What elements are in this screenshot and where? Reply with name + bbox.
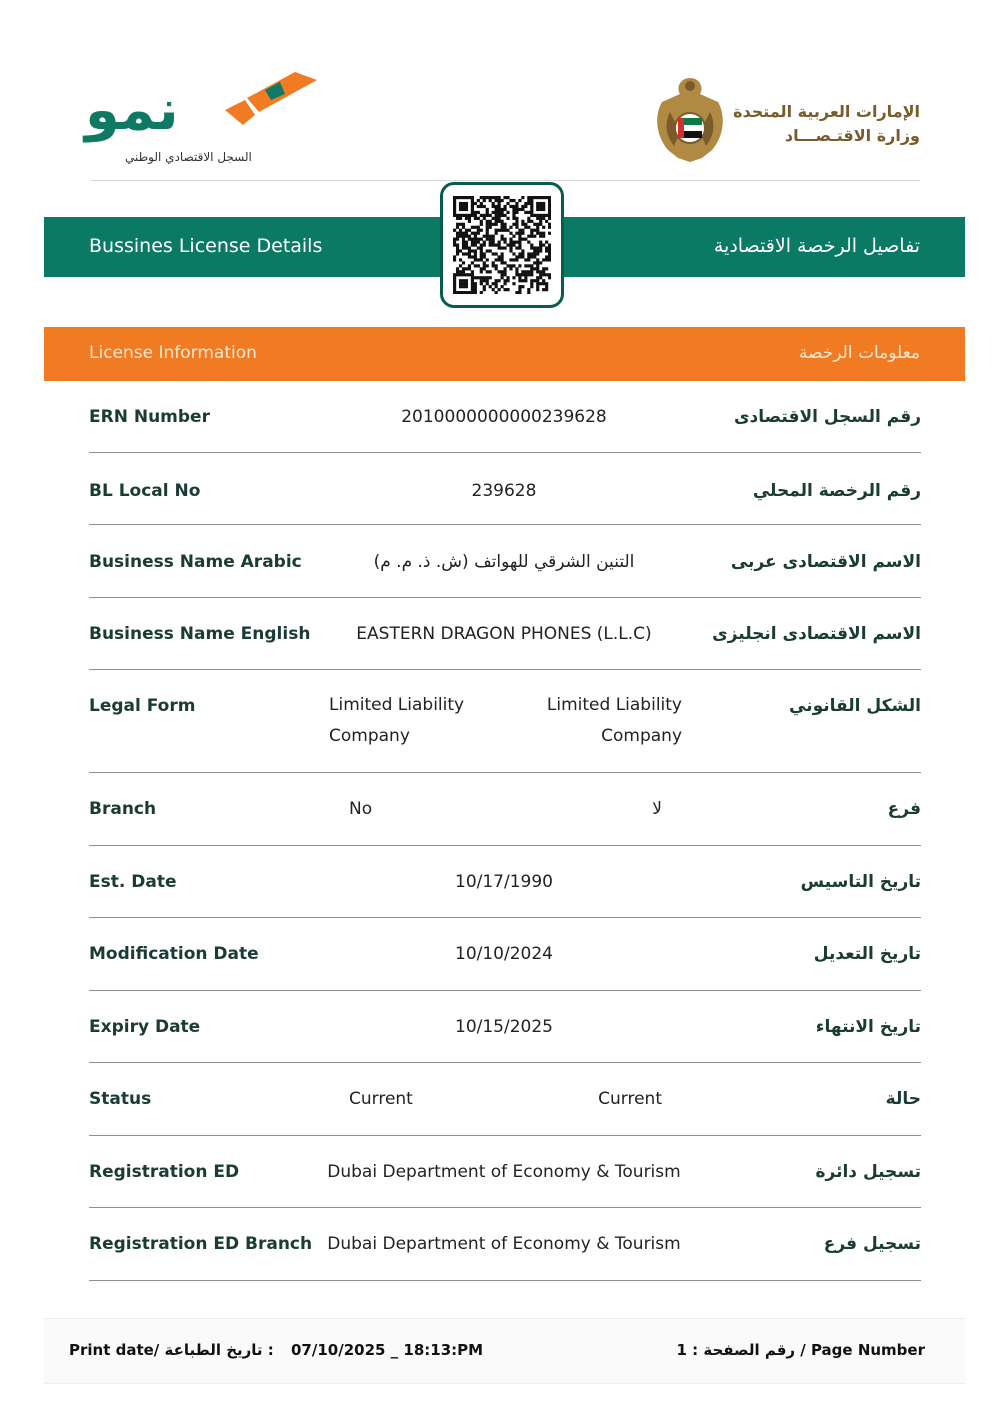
label-ar: تسجيل دائرة [815, 1162, 921, 1182]
page-number: 1 : رقم الصفحة / Page Number [676, 1341, 925, 1359]
value: EASTERN DRAGON PHONES (L.L.C) [356, 624, 652, 644]
section-title-ar: معلومات الرخصة [798, 343, 920, 363]
row-legal-form [89, 670, 921, 773]
qr-code-icon [453, 196, 551, 294]
banner-title-ar: تفاصيل الرخصة الاقتصادية [713, 235, 920, 257]
label-ar: تسجيل فرع [823, 1234, 921, 1254]
label-en: Status [89, 1089, 152, 1109]
value-en: Current [349, 1089, 413, 1109]
ministry-name: وزارة الاقتـصـــاد [784, 126, 920, 145]
row-branch [89, 773, 921, 846]
value: 10/17/1990 [455, 872, 553, 892]
label-ar: الشكل القانوني [789, 696, 921, 716]
header-divider [90, 180, 920, 181]
label-ar: الاسم الاقتصادى انجليزى [712, 624, 921, 644]
row-registration-ed [89, 1136, 921, 1208]
row-est-date [89, 846, 921, 918]
print-footer [44, 1318, 965, 1384]
label-en: BL Local No [89, 481, 201, 501]
label-ar: فرع [887, 799, 921, 819]
value-ar [547, 690, 682, 752]
print-date-value: 07/10/2025 _ 18:13:PM [291, 1341, 484, 1359]
label-en: ERN Number [89, 407, 210, 427]
value: 10/15/2025 [455, 1017, 553, 1037]
row-modification-date [89, 918, 921, 991]
row-ern-number [89, 381, 921, 453]
label-ar: تاريخ التعديل [813, 944, 921, 964]
value: التنين الشرقي للهواتف (ش. ذ. م. م) [373, 552, 635, 572]
nemo-logo-text: نمو [85, 78, 179, 143]
value-ar-line1: Limited Liability [546, 695, 682, 715]
nemo-logo [85, 70, 325, 170]
row-registration-ed-branch [89, 1208, 921, 1281]
label-en: Est. Date [89, 872, 177, 892]
label-en: Registration ED Branch [89, 1234, 313, 1254]
row-status [89, 1063, 921, 1136]
row-bl-local-no [89, 453, 921, 525]
label-ar: حالة [885, 1089, 921, 1109]
banner-title-en: Bussines License Details [89, 235, 323, 257]
label-en: Registration ED [89, 1162, 240, 1182]
value-ar: Current [598, 1089, 662, 1109]
label-ar: تاريخ الانتهاء [815, 1017, 921, 1037]
value-ar-line2: Company [601, 726, 682, 746]
value: Dubai Department of Economy & Tourism [327, 1234, 681, 1254]
license-information-header [44, 327, 965, 381]
qr-code [440, 182, 564, 308]
uae-country-name: الإمارات العربية المتحدة [733, 102, 920, 121]
value-en-line1: Limited Liability [329, 695, 465, 715]
section-title-en: License Information [89, 343, 257, 363]
uae-ministry-title [733, 100, 920, 148]
label-en: Legal Form [89, 696, 196, 716]
label-ar: الاسم الاقتصادى عربى [730, 552, 921, 572]
value: 10/10/2024 [455, 944, 553, 964]
value: 239628 [471, 481, 537, 501]
row-business-name-english [89, 598, 921, 670]
label-en: Expiry Date [89, 1017, 201, 1037]
label-ar: تاريخ التاسيس [800, 872, 921, 892]
row-expiry-date [89, 991, 921, 1063]
label-en: Modification Date [89, 944, 259, 964]
row-business-name-arabic [89, 525, 921, 598]
value-en: No [349, 799, 373, 819]
uae-falcon-emblem-icon [650, 72, 730, 164]
nemo-subtitle: السجل الاقتصادي الوطني [125, 150, 252, 164]
nemo-check-icon [225, 70, 325, 130]
label-ar: رقم السجل الاقتصادى [733, 407, 921, 427]
value-ar: لا [652, 799, 662, 819]
label-ar: رقم الرخصة المحلي [752, 481, 921, 501]
value: 2010000000000239628 [401, 407, 607, 427]
label-en: Business Name English [89, 624, 311, 644]
value-en-line2: Company [329, 726, 410, 746]
value-en [329, 690, 464, 752]
label-en: Business Name Arabic [89, 552, 302, 572]
label-en: Branch [89, 799, 157, 819]
value: Dubai Department of Economy & Tourism [327, 1162, 681, 1182]
print-date-label: Print date/ تاريخ الطباعة : [69, 1341, 274, 1359]
